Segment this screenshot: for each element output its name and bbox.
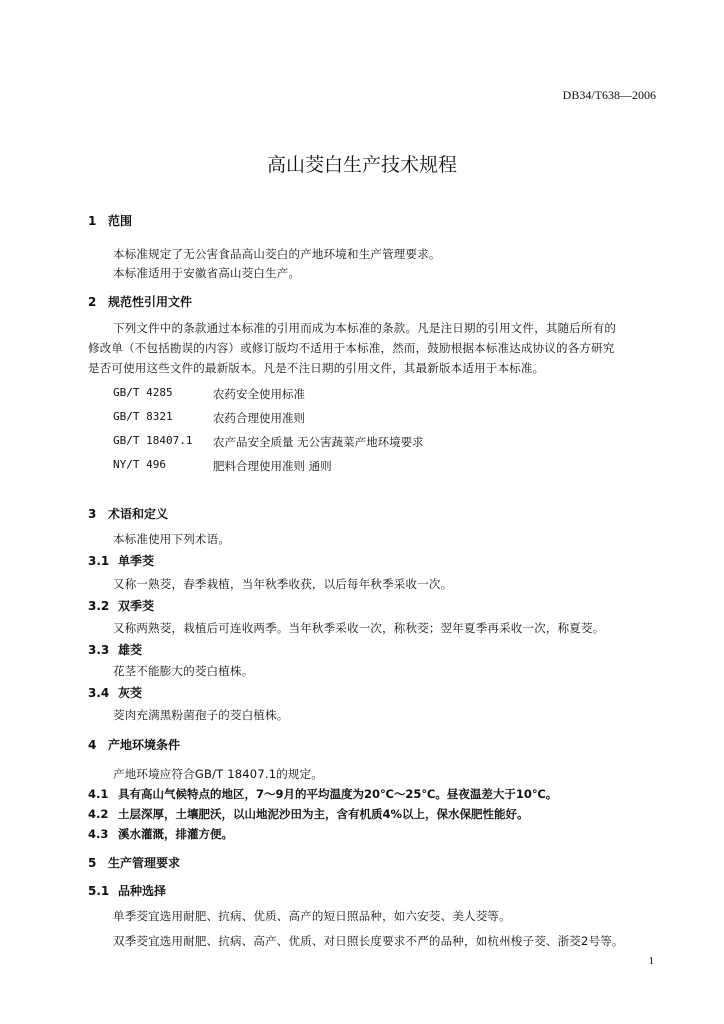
section-title: 规范性引用文件 bbox=[108, 295, 193, 309]
term-number: 3.3 bbox=[88, 643, 110, 657]
term-definition: 又称一熟茭，春季栽植，当年秋季收获，以后每年秋季采收一次。 bbox=[113, 577, 453, 591]
reference-title: 农药安全使用标准 bbox=[213, 387, 305, 401]
clause-4-2 bbox=[88, 806, 529, 822]
term-number: 3.2 bbox=[88, 599, 110, 613]
section-3-heading bbox=[88, 505, 168, 522]
term-definition: 又称两熟茭，栽植后可连收两季。当年秋季采收一次，称秋茭；翌年夏季再采收一次，称夏茭。 bbox=[113, 621, 605, 635]
clause-number: 4.3 bbox=[88, 827, 109, 841]
section-title: 范围 bbox=[108, 214, 133, 228]
term-title: 单季茭 bbox=[118, 554, 155, 568]
clause-number: 4.2 bbox=[88, 807, 109, 821]
term-definition: 花茎不能膨大的茭白植株。 bbox=[113, 664, 254, 678]
standard-number: DB34/T638—2006 bbox=[562, 88, 656, 102]
section-title: 生产管理要求 bbox=[108, 856, 181, 870]
section-title: 产地环境条件 bbox=[108, 738, 181, 752]
paragraph: 双季茭宜选用耐肥、抗病、高产、优质、对日照长度要求不严的品种，如杭州梭子茭、浙茭2号等。 bbox=[113, 934, 624, 948]
term-3-4-heading bbox=[88, 684, 142, 701]
section-1-heading bbox=[88, 212, 132, 229]
paragraph: 本标准使用下列术语。 bbox=[113, 532, 230, 546]
term-3-1-heading bbox=[88, 552, 154, 569]
clause-text: 具有高山气候特点的地区，7～9月的平均温度为20℃～25℃。昼夜温差大于10℃。 bbox=[118, 787, 558, 801]
reference-code: GB/T 18407.1 bbox=[113, 434, 193, 447]
paragraph: 本标准规定了无公害食品高山茭白的产地环境和生产管理要求。 bbox=[113, 247, 441, 261]
paragraph: 产地环境应符合GB/T 18407.1的规定。 bbox=[113, 767, 324, 781]
term-number: 3.1 bbox=[88, 554, 110, 568]
page-number: 1 bbox=[648, 955, 654, 967]
paragraph-line: 是否可使用这些文件的最新版本。凡是不注日期的引用文件，其最新版本适用于本标准。 bbox=[88, 361, 545, 375]
term-3-2-heading bbox=[88, 597, 154, 614]
term-3-3-heading bbox=[88, 641, 142, 658]
section-number: 4 bbox=[88, 738, 97, 752]
reference-code: GB/T 4285 bbox=[113, 386, 173, 399]
section-title: 术语和定义 bbox=[108, 507, 169, 521]
document-title: 高山茭白生产技术规程 bbox=[266, 154, 457, 176]
term-number: 3.4 bbox=[88, 686, 110, 700]
subsection-number: 5.1 bbox=[88, 884, 110, 898]
reference-title: 农产品安全质量 无公害蔬菜产地环境要求 bbox=[213, 435, 424, 449]
term-definition: 茭肉充满黑粉菌孢子的茭白植株。 bbox=[113, 708, 289, 722]
section-4-heading bbox=[88, 736, 180, 753]
section-number: 5 bbox=[88, 856, 97, 870]
term-title: 雄茭 bbox=[118, 643, 143, 657]
section-number: 1 bbox=[88, 214, 97, 228]
paragraph: 本标准适用于安徽省高山茭白生产。 bbox=[113, 266, 301, 280]
term-title: 灰茭 bbox=[118, 686, 143, 700]
reference-code: GB/T 8321 bbox=[113, 410, 173, 423]
clause-4-3 bbox=[88, 826, 233, 842]
reference-title: 肥料合理使用准则 通则 bbox=[213, 459, 332, 473]
section-number: 2 bbox=[88, 295, 97, 309]
subsection-title: 品种选择 bbox=[118, 884, 167, 898]
section-number: 3 bbox=[88, 507, 97, 521]
clause-4-1 bbox=[88, 786, 557, 802]
term-title: 双季茭 bbox=[118, 599, 155, 613]
section-5-heading bbox=[88, 854, 180, 871]
paragraph-line: 修改单（不包括勘误的内容）或修订版均不适用于本标准，然而，鼓励根据本标准达成协议的各方研究 bbox=[88, 341, 615, 355]
reference-code: NY/T 496 bbox=[113, 458, 166, 471]
paragraph-line: 下列文件中的条款通过本标准的引用而成为本标准的条款。凡是注日期的引用文件，其随后所有的 bbox=[113, 321, 617, 335]
section-2-heading bbox=[88, 293, 192, 310]
clause-text: 溪水灌溉，排灌方便。 bbox=[118, 827, 233, 841]
reference-title: 农药合理使用准则 bbox=[213, 411, 305, 425]
clause-text: 土层深厚，土壤肥沃，以山地泥沙田为主，含有机质4%以上，保水保肥性能好。 bbox=[118, 807, 529, 821]
paragraph: 单季茭宜选用耐肥、抗病、优质、高产的短日照品种，如六安茭、美人茭等。 bbox=[113, 909, 511, 923]
subsection-5-1-heading bbox=[88, 882, 166, 899]
clause-number: 4.1 bbox=[88, 787, 109, 801]
